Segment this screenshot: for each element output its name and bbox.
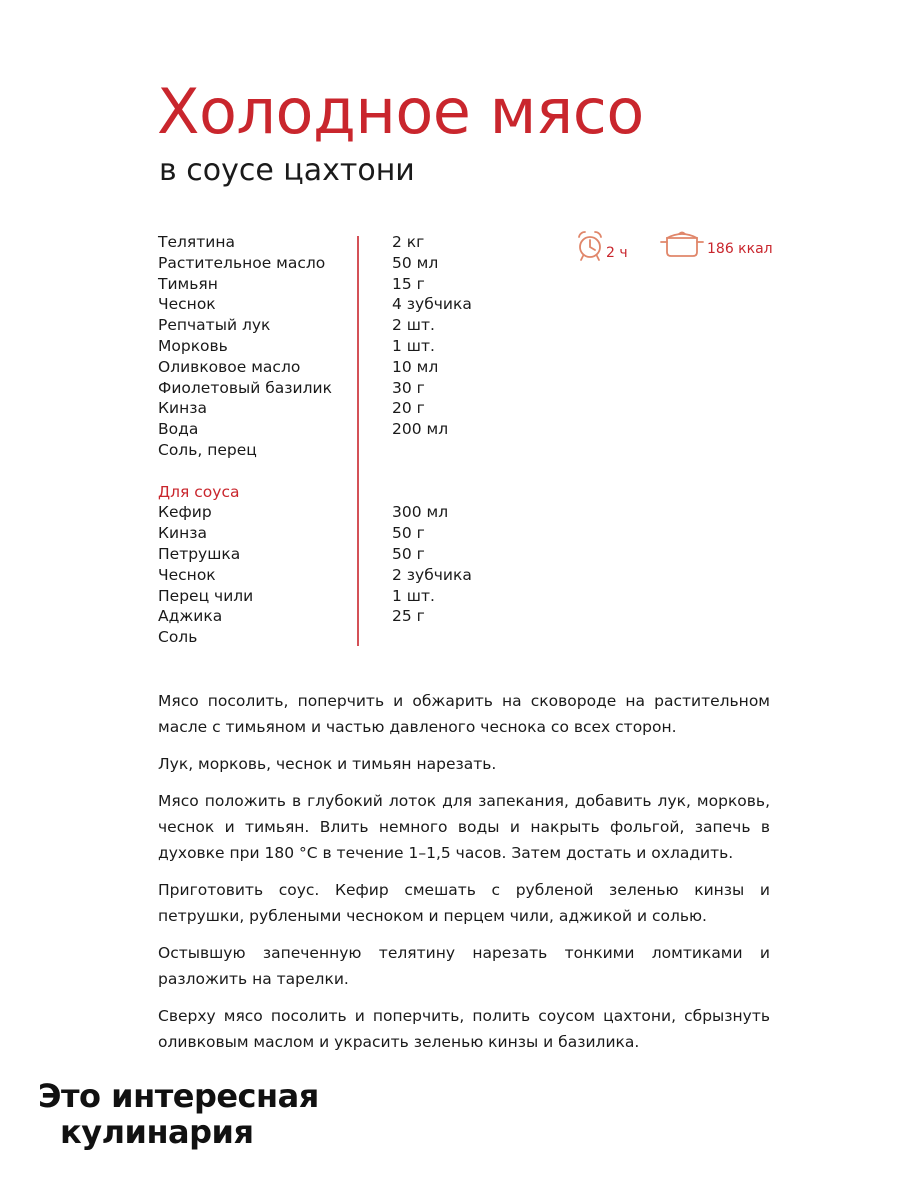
ingredient-name: Кефир	[158, 503, 212, 522]
brand-line-1: Это интересная	[38, 1077, 319, 1115]
alarm-clock-icon	[576, 228, 604, 262]
ingredient-row	[158, 253, 498, 274]
ingredient-name: Перец чили	[158, 586, 254, 605]
ingredient-qty: 50 г	[392, 544, 425, 563]
ingredient-qty: 2 зубчика	[392, 565, 472, 584]
ingredient-row	[158, 419, 498, 440]
ingredient-row	[158, 357, 498, 378]
ingredient-qty: 1 шт.	[392, 586, 435, 605]
cooking-pot-icon	[659, 228, 705, 258]
ingredient-name: Фиолетовый базилик	[158, 378, 332, 397]
ingredient-name: Морковь	[158, 336, 228, 355]
instruction-paragraph: Сверху мясо посолить и поперчить, полить соусом цахтони, сбрызнуть оливковым маслом и украсить зеленью кинзы и базилика.	[158, 1007, 770, 1051]
ingredient-name: Соль	[158, 628, 198, 647]
ingredient-name: Вода	[158, 420, 199, 439]
ingredient-qty: 1 шт.	[392, 336, 435, 355]
sauce-ingredient-row	[158, 627, 498, 648]
ingredient-row	[158, 294, 498, 315]
calories	[659, 228, 773, 258]
sauce-ingredient-row	[158, 586, 498, 607]
ingredient-name: Чеснок	[158, 295, 216, 314]
ingredient-name: Петрушка	[158, 544, 241, 563]
sauce-section-label: Для соуса	[158, 482, 240, 501]
ingredient-qty: 15 г	[392, 274, 425, 293]
instruction-paragraph: Мясо положить в глубокий лоток для запекания, добавить лук, морковь, чеснок и тимьян. Влить немного воды и накрыть фольгой, запечь в духовке при 180 °С в течение 1–1,5 часов. Затем достать и охладить.	[158, 792, 770, 862]
ingredient-row	[158, 378, 498, 399]
ingredient-name: Оливковое масло	[158, 357, 301, 376]
cooking-time	[576, 228, 628, 262]
ingredient-name: Телятина	[158, 233, 235, 251]
sauce-ingredient-row	[158, 502, 498, 523]
ingredient-name: Кинза	[158, 399, 207, 418]
sauce-ingredient-row	[158, 565, 498, 586]
instruction-paragraph: Остывшую запеченную телятину нарезать тонкими ломтиками и разложить на тарелки.	[158, 944, 770, 988]
ingredient-qty: 2 кг	[392, 233, 425, 251]
ingredient-row	[158, 232, 498, 253]
ingredient-name: Растительное масло	[158, 253, 326, 272]
section-spacer	[158, 461, 498, 482]
ingredient-name: Тимьян	[158, 274, 218, 293]
brand-logo-text	[38, 1078, 319, 1150]
ingredient-qty: 2 шт.	[392, 316, 435, 335]
instructions	[158, 688, 770, 1066]
sauce-ingredient-row	[158, 544, 498, 565]
ingredient-name: Кинза	[158, 524, 207, 543]
cooking-time-value: 2 ч	[606, 245, 628, 261]
ingredient-qty: 30 г	[392, 378, 425, 397]
calories-value: 186 ккал	[707, 241, 773, 257]
ingredient-name: Репчатый лук	[158, 316, 271, 335]
ingredient-qty: 20 г	[392, 399, 425, 418]
recipe-title: Холодное мясо	[157, 75, 644, 148]
ingredient-row	[158, 336, 498, 357]
ingredient-name: Соль, перец	[158, 440, 257, 459]
ingredient-qty: 50 г	[392, 524, 425, 543]
instruction-paragraph: Приготовить соус. Кефир смешать с рубленой зеленью кинзы и петрушки, рублеными чесноком и перцем чили, аджикой и солью.	[158, 881, 770, 925]
ingredient-row	[158, 315, 498, 336]
ingredient-row	[158, 440, 498, 461]
ingredient-name: Аджика	[158, 607, 223, 626]
instruction-paragraph: Лук, морковь, чеснок и тимьян нарезать.	[158, 755, 497, 773]
ingredient-qty: 10 мл	[392, 357, 439, 376]
instruction-paragraph: Мясо посолить, поперчить и обжарить на сковороде на растительном масле с тимьяном и частью давленого чеснока со всех сторон.	[158, 692, 770, 736]
ingredient-row	[158, 398, 498, 419]
ingredient-qty: 300 мл	[392, 503, 449, 522]
ingredients-list	[158, 232, 498, 648]
ingredient-row	[158, 274, 498, 295]
sauce-ingredient-row	[158, 606, 498, 627]
sauce-ingredient-row	[158, 523, 498, 544]
recipe-subtitle: в соусе цахтони	[159, 153, 415, 188]
ingredient-name: Чеснок	[158, 565, 216, 584]
brand-line-2: кулинария	[60, 1113, 254, 1151]
ingredient-qty: 200 мл	[392, 420, 449, 439]
ingredient-qty: 4 зубчика	[392, 295, 472, 314]
ingredient-qty: 25 г	[392, 607, 425, 626]
ingredient-qty: 50 мл	[392, 253, 439, 272]
